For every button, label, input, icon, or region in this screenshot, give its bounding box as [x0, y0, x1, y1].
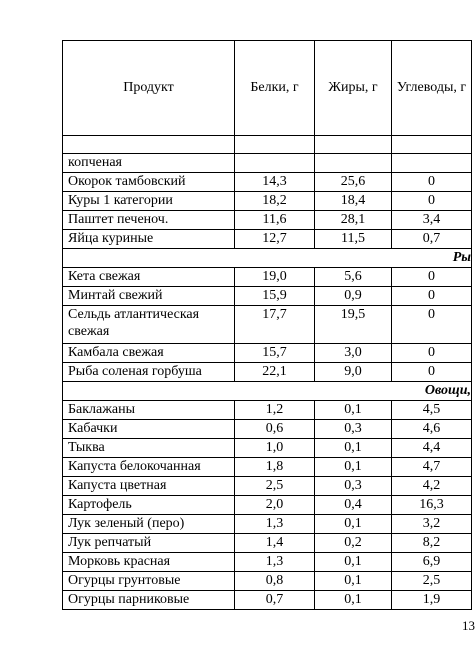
product-cell: Яйца куриные — [63, 230, 235, 249]
protein-cell: 2,0 — [235, 496, 315, 515]
product-cell: Кабачки — [63, 420, 235, 439]
fat-cell: 0,3 — [315, 420, 392, 439]
fat-cell: 0,1 — [315, 458, 392, 477]
fat-cell: 9,0 — [315, 363, 392, 382]
spacer-cell — [392, 136, 472, 154]
table-row — [63, 173, 472, 192]
carbs-cell: 4,7 — [392, 458, 472, 477]
table-row — [63, 306, 472, 344]
table-row — [63, 154, 472, 173]
fat-cell — [315, 154, 392, 173]
fat-cell: 0,9 — [315, 287, 392, 306]
spacer-cell — [235, 136, 315, 154]
fat-cell: 0,2 — [315, 534, 392, 553]
product-cell: Огурцы грунтовые — [63, 572, 235, 591]
protein-cell: 1,3 — [235, 553, 315, 572]
protein-cell: 18,2 — [235, 192, 315, 211]
product-cell: копченая — [63, 154, 235, 173]
header-spacer-row — [63, 136, 472, 154]
section-row — [63, 249, 472, 268]
table-row — [63, 515, 472, 534]
carbs-cell: 4,2 — [392, 477, 472, 496]
fat-cell: 0,1 — [315, 553, 392, 572]
section-label: Овощи, — [63, 382, 472, 401]
table-row — [63, 192, 472, 211]
table-row — [63, 477, 472, 496]
table-row — [63, 458, 472, 477]
table-row — [63, 363, 472, 382]
header-carbs: Углеводы, г — [392, 41, 472, 136]
fat-cell: 3,0 — [315, 344, 392, 363]
section-row — [63, 382, 472, 401]
protein-cell: 15,7 — [235, 344, 315, 363]
carbs-cell: 16,3 — [392, 496, 472, 515]
carbs-cell: 0 — [392, 192, 472, 211]
fat-cell: 0,1 — [315, 515, 392, 534]
section-label: Ры — [63, 249, 472, 268]
product-cell: Куры 1 категории — [63, 192, 235, 211]
carbs-cell: 1,9 — [392, 591, 472, 610]
fat-cell: 5,6 — [315, 268, 392, 287]
protein-cell: 0,8 — [235, 572, 315, 591]
carbs-cell: 8,2 — [392, 534, 472, 553]
header-fat: Жиры, г — [315, 41, 392, 136]
carbs-cell: 2,5 — [392, 572, 472, 591]
product-cell: Картофель — [63, 496, 235, 515]
product-cell: Лук зеленый (перо) — [63, 515, 235, 534]
carbs-cell: 0,7 — [392, 230, 472, 249]
header-protein: Белки, г — [235, 41, 315, 136]
protein-cell: 14,3 — [235, 173, 315, 192]
protein-cell: 17,7 — [235, 306, 315, 344]
fat-cell: 0,1 — [315, 439, 392, 458]
carbs-cell: 0 — [392, 363, 472, 382]
fat-cell: 18,4 — [315, 192, 392, 211]
product-cell: Тыква — [63, 439, 235, 458]
fat-cell: 0,4 — [315, 496, 392, 515]
protein-cell: 0,6 — [235, 420, 315, 439]
product-cell: Рыба соленая горбуша — [63, 363, 235, 382]
product-cell: Лук репчатый — [63, 534, 235, 553]
protein-cell: 1,8 — [235, 458, 315, 477]
product-cell: Окорок тамбовский — [63, 173, 235, 192]
header-product: Продукт — [63, 41, 235, 136]
product-cell: Кета свежая — [63, 268, 235, 287]
product-cell: Сельдь атлантическая свежая — [63, 306, 235, 344]
carbs-cell: 3,2 — [392, 515, 472, 534]
table-row — [63, 534, 472, 553]
table-header-row — [63, 41, 472, 136]
protein-cell: 19,0 — [235, 268, 315, 287]
carbs-cell: 4,6 — [392, 420, 472, 439]
protein-cell: 15,9 — [235, 287, 315, 306]
table-row — [63, 268, 472, 287]
protein-cell: 1,2 — [235, 401, 315, 420]
product-cell: Огурцы парниковые — [63, 591, 235, 610]
protein-cell: 0,7 — [235, 591, 315, 610]
fat-cell: 0,1 — [315, 591, 392, 610]
carbs-cell — [392, 154, 472, 173]
spacer-cell — [315, 136, 392, 154]
product-cell: Паштет печеноч. — [63, 211, 235, 230]
product-cell: Капуста цветная — [63, 477, 235, 496]
nutrition-table — [62, 40, 472, 610]
carbs-cell: 0 — [392, 287, 472, 306]
table-row — [63, 287, 472, 306]
protein-cell: 1,0 — [235, 439, 315, 458]
table-row — [63, 591, 472, 610]
protein-cell: 22,1 — [235, 363, 315, 382]
table-row — [63, 401, 472, 420]
spacer-cell — [63, 136, 235, 154]
table-row — [63, 344, 472, 363]
table-row — [63, 230, 472, 249]
carbs-cell: 4,5 — [392, 401, 472, 420]
table-row — [63, 553, 472, 572]
protein-cell: 1,3 — [235, 515, 315, 534]
protein-cell: 11,6 — [235, 211, 315, 230]
carbs-cell: 3,4 — [392, 211, 472, 230]
protein-cell: 12,7 — [235, 230, 315, 249]
table-row — [63, 211, 472, 230]
fat-cell: 11,5 — [315, 230, 392, 249]
protein-cell — [235, 154, 315, 173]
protein-cell: 1,4 — [235, 534, 315, 553]
carbs-cell: 6,9 — [392, 553, 472, 572]
fat-cell: 0,1 — [315, 401, 392, 420]
product-cell: Минтай свежий — [63, 287, 235, 306]
product-cell: Баклажаны — [63, 401, 235, 420]
product-cell: Камбала свежая — [63, 344, 235, 363]
table-row — [63, 420, 472, 439]
carbs-cell: 0 — [392, 268, 472, 287]
product-cell: Капуста белокочанная — [63, 458, 235, 477]
page-number: 13 — [462, 618, 475, 633]
product-cell: Морковь красная — [63, 553, 235, 572]
carbs-cell: 0 — [392, 306, 472, 344]
carbs-cell: 0 — [392, 173, 472, 192]
fat-cell: 28,1 — [315, 211, 392, 230]
table-row — [63, 572, 472, 591]
fat-cell: 25,6 — [315, 173, 392, 192]
table-row — [63, 439, 472, 458]
fat-cell: 0,1 — [315, 572, 392, 591]
protein-cell: 2,5 — [235, 477, 315, 496]
fat-cell: 0,3 — [315, 477, 392, 496]
table-row — [63, 496, 472, 515]
carbs-cell: 4,4 — [392, 439, 472, 458]
fat-cell: 19,5 — [315, 306, 392, 344]
carbs-cell: 0 — [392, 344, 472, 363]
